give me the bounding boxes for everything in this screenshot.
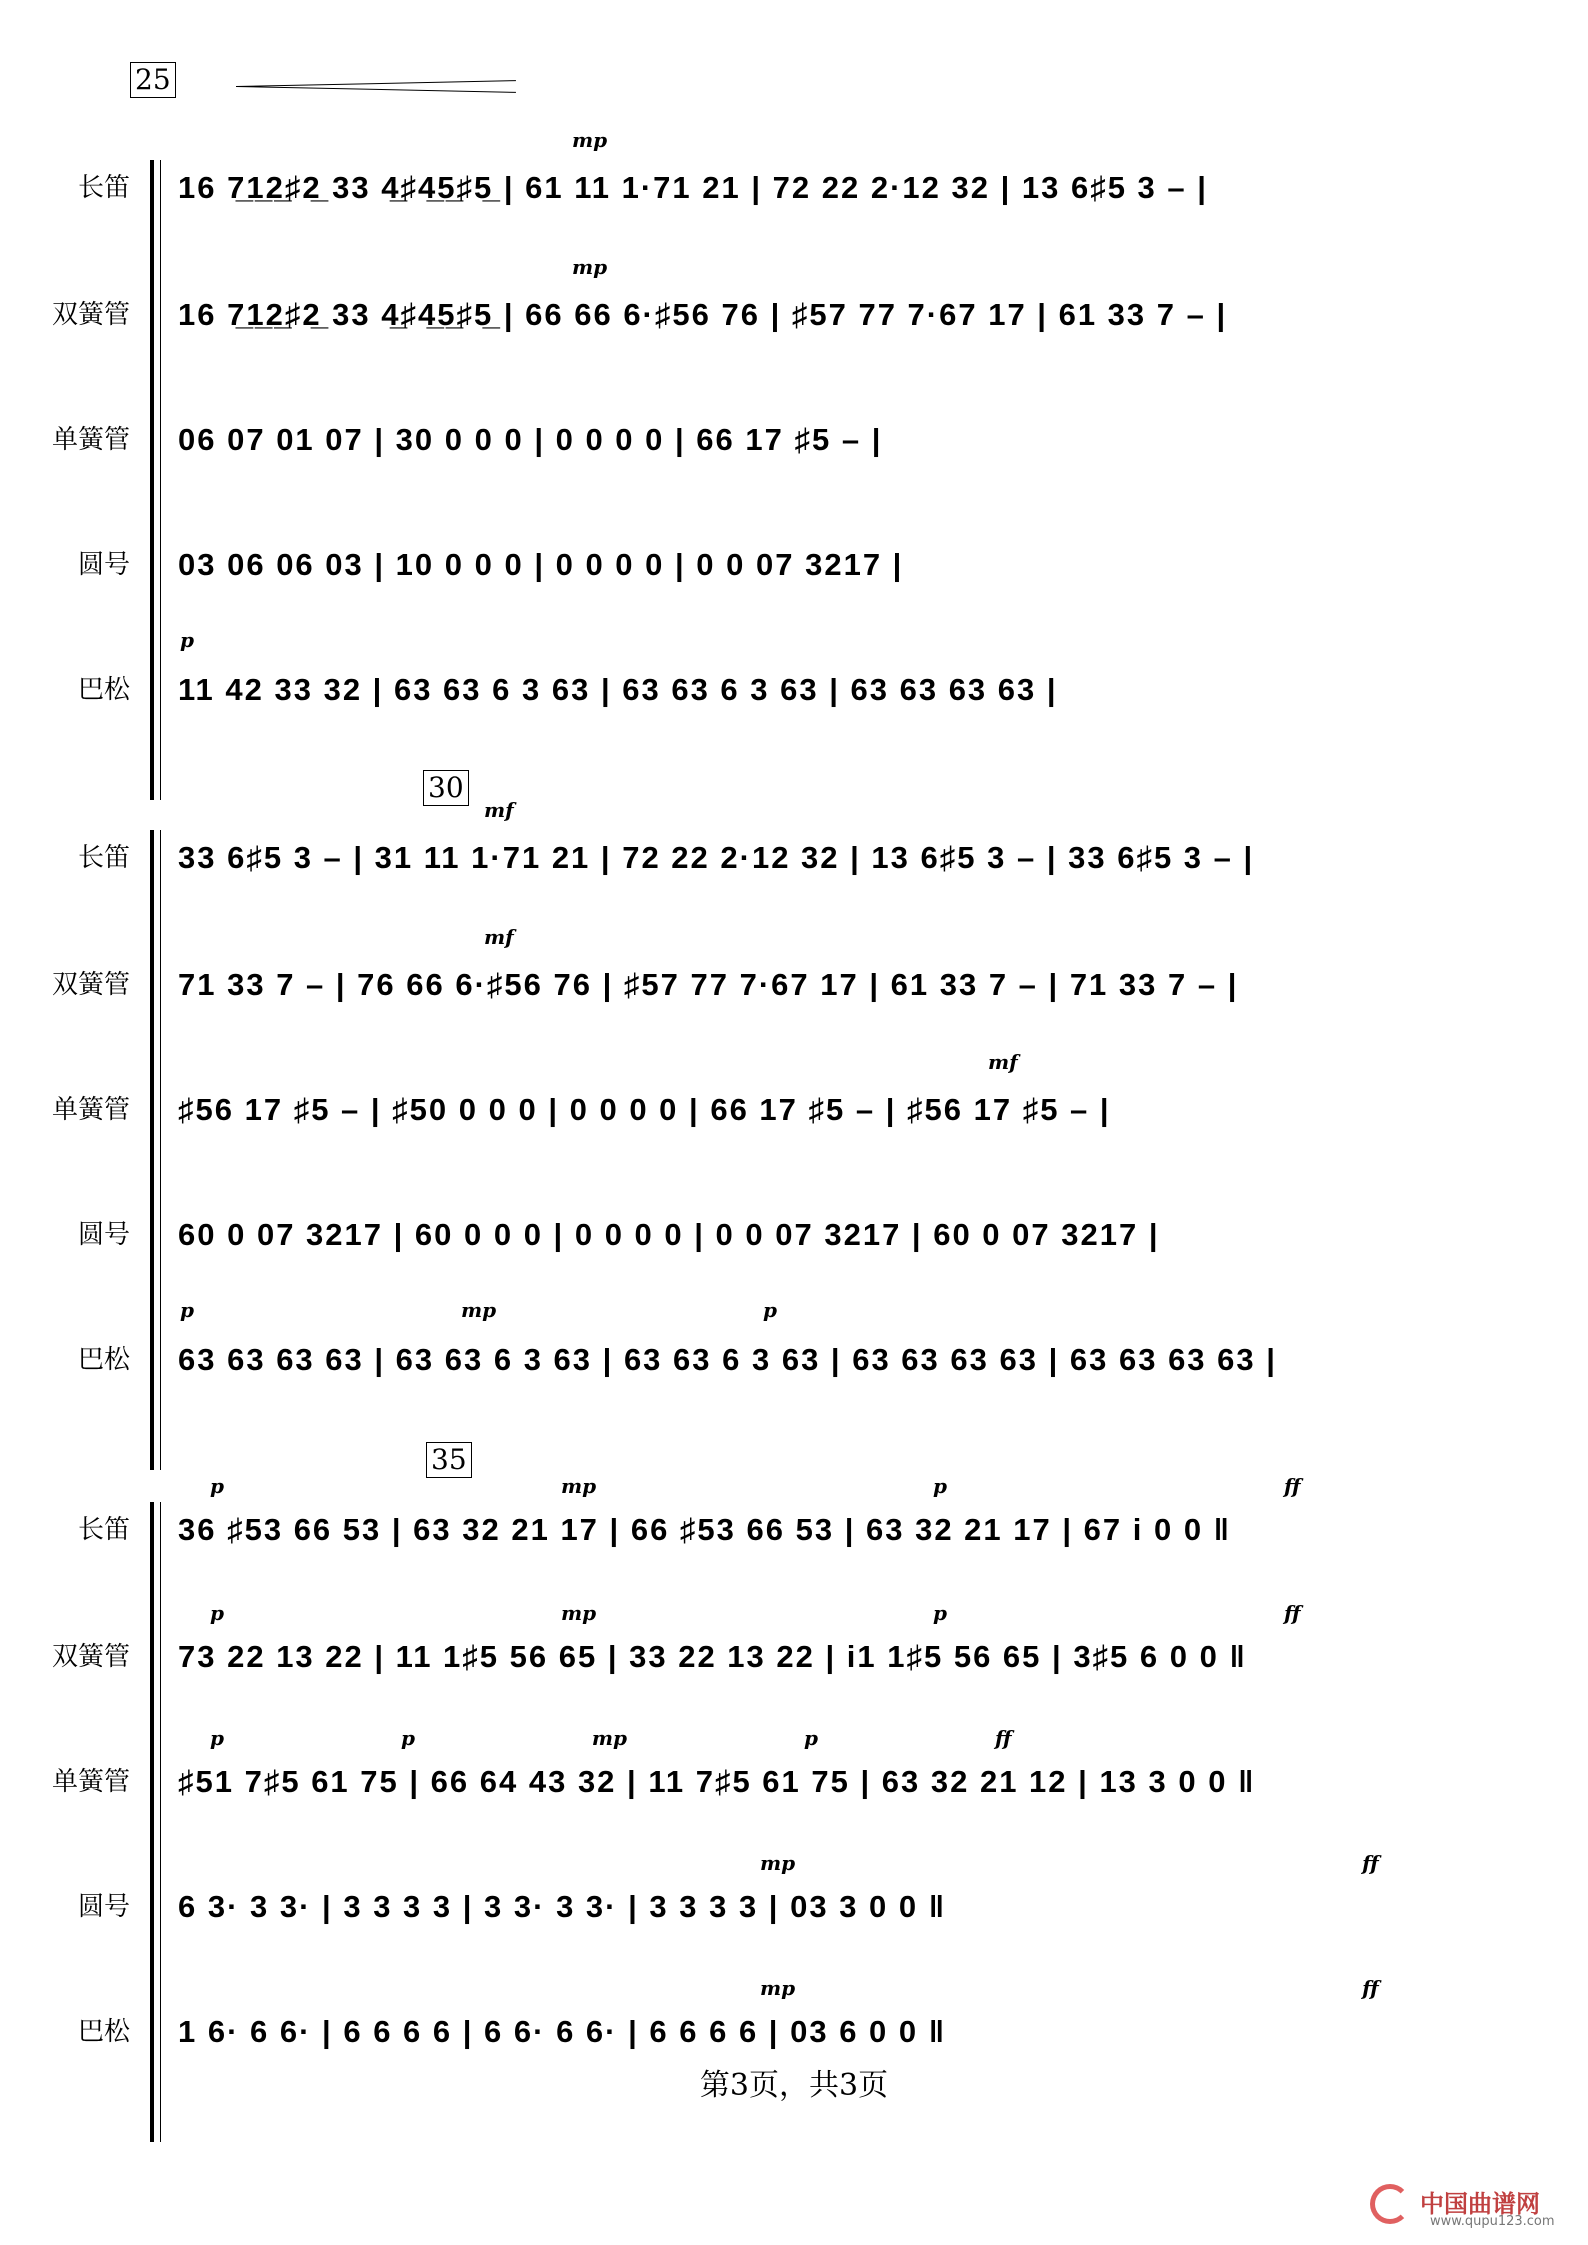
dynamic-mark: mf xyxy=(484,925,514,949)
notation-line: 6 3· 3 3· | 3 3 3 3 | 3 3· 3 3· | 3 3 3 3 | 03 3 0 0 ‖ xyxy=(178,1889,947,1924)
instrument-label: 单簧管 xyxy=(51,1095,130,1125)
instrument-label: 双簧管 xyxy=(51,300,130,330)
dynamic-mark: p p mp p ff xyxy=(210,1726,1012,1750)
instrument-label: 巴松 xyxy=(77,2017,130,2047)
notation-line: 60 0 07 3217 | 60 0 0 0 | 0 0 0 0 | 0 0 07 3217 | 60 0 07 3217 | xyxy=(178,1217,1160,1252)
notation-line: 16 7̲1̲2̲♯2̲ 33 4̲♯4̲5̲♯5̲ | 61 11 1·71 21 | 72 22 2·12 32 | 13 6♯5 3 – | xyxy=(178,170,1208,205)
staff-clarinet xyxy=(0,410,1588,470)
notation-line: ♯56 17 ♯5 – | ♯50 0 0 0 | 0 0 0 0 | 66 17 ♯5 – | ♯56 17 ♯5 – | xyxy=(178,1092,1111,1127)
crescendo-hairpin xyxy=(236,86,516,93)
dynamic-mark: p mp p ff xyxy=(210,1601,1301,1625)
instrument-label: 双簧管 xyxy=(51,970,130,1000)
dynamic-mark: mp xyxy=(572,255,608,279)
dynamic-mark: mf xyxy=(484,798,514,822)
staff-oboe xyxy=(0,1601,1588,1687)
instrument-label: 单簧管 xyxy=(51,1767,130,1797)
staff-clarinet xyxy=(0,1050,1588,1140)
instrument-label: 圆号 xyxy=(77,1892,130,1922)
instrument-label: 长笛 xyxy=(77,1515,130,1545)
notation-line: 36 ♯53 66 53 | 63 32 21 17 | 66 ♯53 66 53 | 63 32 21 17 | 67 i 0 0 ‖ xyxy=(178,1512,1232,1547)
staff-flute xyxy=(0,1474,1588,1560)
staff-horn xyxy=(0,1851,1588,1937)
dynamic-mark: mp ff xyxy=(760,1851,1379,1875)
rehearsal-mark: 25 xyxy=(130,62,176,98)
notation-line: 73 22 13 22 | 11 1♯5 56 65 | 33 22 13 22 | i1 1♯5 56 65 | 3♯5 6 0 0 ‖ xyxy=(178,1639,1247,1674)
instrument-label: 单簧管 xyxy=(51,425,130,455)
dynamic-mark: mp xyxy=(572,128,608,152)
staff-oboe xyxy=(0,925,1588,1015)
instrument-label: 长笛 xyxy=(77,173,130,203)
notation-line: 16 7̲1̲2̲♯2̲ 33 4̲♯4̲5̲♯5̲ | 66 66 6·♯56 76 | ♯57 77 7·67 17 | 61 33 7 – | xyxy=(178,297,1228,332)
notation-line: 71 33 7 – | 76 66 6·♯56 76 | ♯57 77 7·67 17 | 61 33 7 – | 71 33 7 – | xyxy=(178,967,1239,1002)
rehearsal-mark: 30 xyxy=(423,770,469,806)
site-logo-icon xyxy=(1370,2184,1410,2224)
staff-bassoon xyxy=(0,1298,1588,1390)
staff-horn xyxy=(0,535,1588,595)
instrument-label: 圆号 xyxy=(77,550,130,580)
notation-line: 03 06 06 03 | 10 0 0 0 | 0 0 0 0 | 0 0 07 3217 | xyxy=(178,547,904,582)
staff-clarinet xyxy=(0,1726,1588,1812)
crescendo-hairpin xyxy=(236,80,516,87)
staff-oboe xyxy=(0,255,1588,345)
staff-bassoon xyxy=(0,1976,1588,2062)
dynamic-mark: mf xyxy=(988,1050,1018,1074)
instrument-label: 长笛 xyxy=(77,843,130,873)
dynamic-mark: p xyxy=(180,628,194,652)
instrument-label: 双簧管 xyxy=(51,1642,130,1672)
notation-line: 33 6♯5 3 – | 31 11 1·71 21 | 72 22 2·12 32 | 13 6♯5 3 – | 33 6♯5 3 – | xyxy=(178,840,1255,875)
staff-horn xyxy=(0,1205,1588,1265)
staff-bassoon xyxy=(0,628,1588,720)
staff-flute xyxy=(0,128,1588,218)
watermark xyxy=(1370,2180,1580,2236)
page-number: 第3页，共3页 xyxy=(699,2068,889,2103)
instrument-label: 巴松 xyxy=(77,675,130,705)
instrument-label: 巴松 xyxy=(77,1345,130,1375)
watermark-name: 中国曲谱网 xyxy=(1420,2189,1540,2218)
staff-flute xyxy=(0,798,1588,888)
rehearsal-mark: 35 xyxy=(426,1442,472,1478)
dynamic-mark: mp ff xyxy=(760,1976,1379,2000)
notation-line: ♯51 7♯5 61 75 | 66 64 43 32 | 11 7♯5 61 75 | 63 32 21 12 | 13 3 0 0 ‖ xyxy=(178,1764,1256,1799)
instrument-label: 圆号 xyxy=(77,1220,130,1250)
notation-line: 11 42 33 32 | 63 63 6 3 63 | 63 63 6 3 63 | 63 63 63 63 | xyxy=(178,672,1058,707)
notation-line: 1 6· 6 6· | 6 6 6 6 | 6 6· 6 6· | 6 6 6 6 | 03 6 0 0 ‖ xyxy=(178,2014,947,2049)
notation-line: 06 07 01 07 | 30 0 0 0 | 0 0 0 0 | 66 17 ♯5 – | xyxy=(178,422,883,457)
dynamic-mark: p mp p ff xyxy=(210,1474,1301,1498)
notation-line: 63 63 63 63 | 63 63 6 3 63 | 63 63 6 3 63 | 63 63 63 63 | 63 63 63 63 | xyxy=(178,1342,1277,1377)
dynamic-mark: p mp p xyxy=(180,1298,778,1322)
watermark-url: www.qupu123.com xyxy=(1430,2214,1555,2229)
